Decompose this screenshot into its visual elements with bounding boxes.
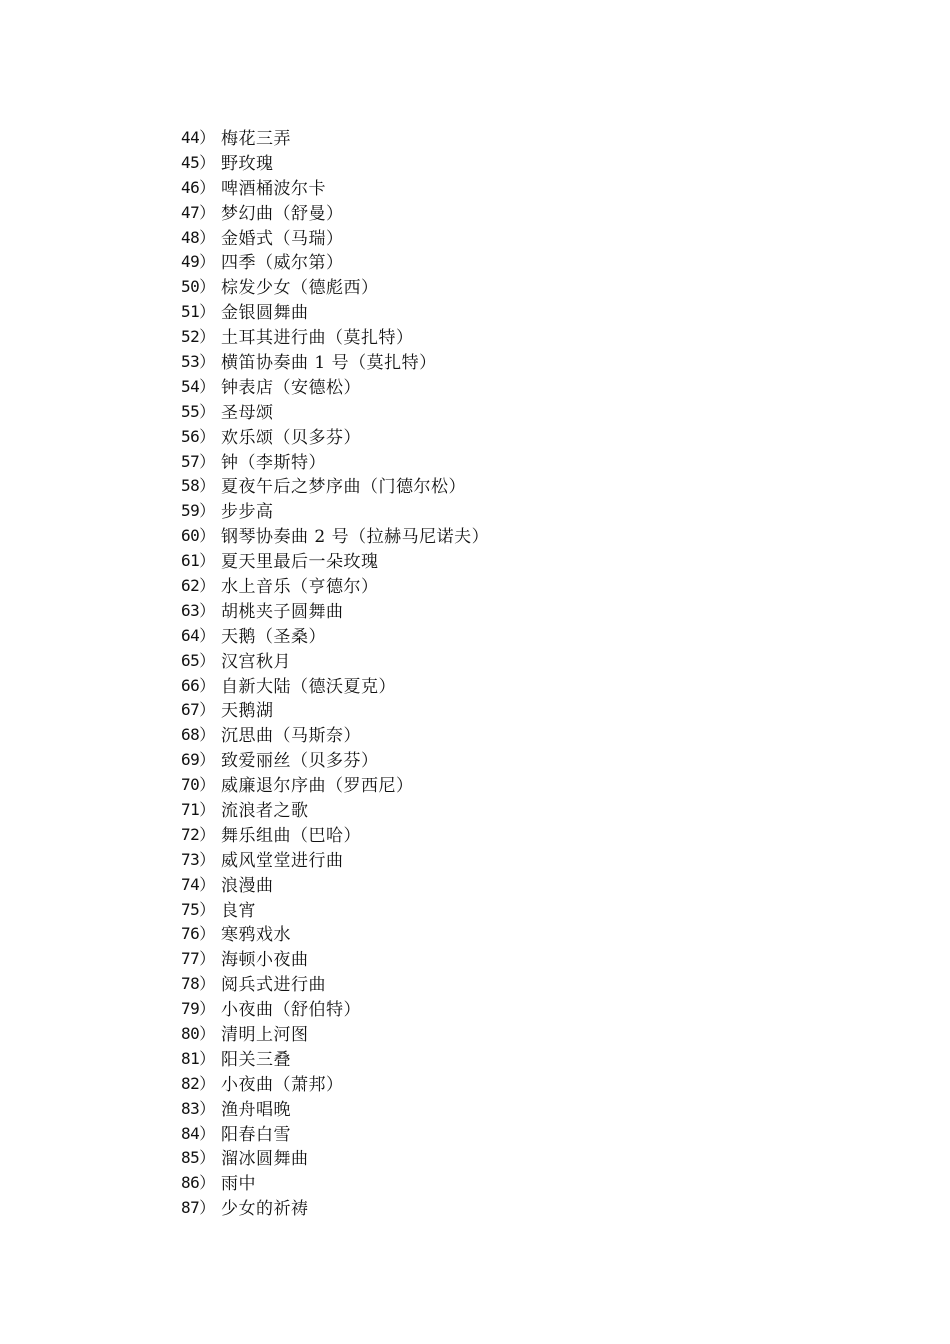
item-title: 威风堂堂进行曲: [221, 850, 344, 871]
item-title: 小夜曲（舒伯特）: [221, 1000, 361, 1021]
list-item: [181, 1020, 489, 1045]
item-number: 57）: [181, 451, 215, 471]
item-number: 63）: [181, 600, 215, 620]
music-title-list: [181, 124, 489, 1219]
list-item: [181, 448, 489, 473]
item-number: 67）: [181, 700, 215, 720]
item-title: 啤酒桶波尔卡: [221, 178, 326, 199]
item-number: 52）: [181, 327, 215, 347]
item-number: 48）: [181, 227, 215, 247]
item-number: 64）: [181, 625, 215, 645]
item-title: 寒鸦戏水: [221, 925, 291, 946]
item-number: 70）: [181, 775, 215, 795]
item-number: 47）: [181, 202, 215, 222]
item-title: 水上音乐（亨德尔）: [221, 576, 379, 597]
item-number: 73）: [181, 849, 215, 869]
list-item: [181, 224, 489, 249]
item-title: 野玫瑰: [221, 153, 274, 174]
list-item: [181, 771, 489, 796]
list-item: [181, 497, 489, 522]
item-number: 76）: [181, 924, 215, 944]
list-item: [181, 373, 489, 398]
list-item: [181, 995, 489, 1020]
item-number: 66）: [181, 675, 215, 695]
list-item: [181, 1145, 489, 1170]
item-title: 雨中: [221, 1174, 256, 1195]
item-title: 土耳其进行曲（莫扎特）: [221, 328, 414, 349]
list-item: [181, 896, 489, 921]
item-title: 夏夜午后之梦序曲（门德尔松）: [221, 477, 466, 498]
item-number: 55）: [181, 401, 215, 421]
item-number: 61）: [181, 551, 215, 571]
item-number: 60）: [181, 526, 215, 546]
item-number: 82）: [181, 1073, 215, 1093]
item-title: 溜冰圆舞曲: [221, 1149, 309, 1170]
item-title: 舞乐组曲（巴哈）: [221, 825, 361, 846]
item-number: 68）: [181, 725, 215, 745]
list-item: [181, 1070, 489, 1095]
item-title: 致爱丽丝（贝多芬）: [221, 751, 379, 772]
item-number: 49）: [181, 252, 215, 272]
list-item: [181, 846, 489, 871]
item-title: 天鹅（圣桑）: [221, 626, 326, 647]
list-item: [181, 547, 489, 572]
item-title: 浪漫曲: [221, 875, 274, 896]
list-item: [181, 622, 489, 647]
item-number: 80）: [181, 1024, 215, 1043]
list-item: [181, 572, 489, 597]
list-item: [181, 796, 489, 821]
item-title: 阳关三叠: [221, 1049, 291, 1070]
item-number: 78）: [181, 974, 215, 994]
list-item: [181, 1194, 489, 1219]
item-title: 清明上河图: [221, 1025, 309, 1046]
list-item: [181, 124, 489, 149]
item-title: 夏天里最后一朵玫瑰: [221, 552, 379, 573]
item-title: 流浪者之歌: [221, 801, 309, 821]
item-title: 海顿小夜曲: [221, 950, 309, 971]
item-number: 62）: [181, 575, 215, 595]
list-item: [181, 1095, 489, 1120]
item-title: 胡桃夹子圆舞曲: [221, 601, 344, 622]
list-item: [181, 298, 489, 323]
list-item: [181, 1045, 489, 1070]
item-title: 圣母颂: [221, 402, 274, 423]
list-item: [181, 398, 489, 423]
item-number: 69）: [181, 750, 215, 770]
item-title: 天鹅湖: [221, 701, 274, 722]
item-title: 欢乐颂（贝多芬）: [221, 427, 361, 448]
item-number: 77）: [181, 949, 215, 969]
item-number: 74）: [181, 874, 215, 894]
item-title: 钟表店（安德松）: [221, 377, 361, 398]
item-number: 56）: [181, 426, 215, 446]
item-title: 步步高: [221, 502, 274, 523]
item-number: 51）: [181, 302, 215, 322]
item-title: 小夜曲（萧邦）: [221, 1074, 344, 1095]
item-title: 钢琴协奏曲 2 号（拉赫马尼诺夫）: [221, 527, 490, 548]
list-item: [181, 1169, 489, 1194]
list-item: [181, 248, 489, 273]
item-number: 72）: [181, 824, 215, 844]
item-number: 58）: [181, 476, 215, 496]
item-title: 金银圆舞曲: [221, 303, 309, 324]
item-number: 87）: [181, 1198, 215, 1218]
item-number: 84）: [181, 1123, 215, 1143]
list-item: [181, 647, 489, 672]
item-number: 59）: [181, 501, 215, 521]
item-number: 50）: [181, 277, 215, 297]
item-title: 钟（李斯特）: [221, 452, 326, 473]
item-number: 71）: [181, 799, 215, 819]
list-item: [181, 174, 489, 199]
list-item: [181, 945, 489, 970]
list-item: [181, 871, 489, 896]
item-title: 梦幻曲（舒曼）: [221, 203, 344, 224]
list-item: [181, 149, 489, 174]
item-title: 良宵: [221, 900, 256, 921]
item-title: 四季（威尔第）: [221, 253, 344, 274]
list-item: [181, 273, 489, 298]
list-item: [181, 597, 489, 622]
item-number: 81）: [181, 1048, 215, 1068]
item-number: 79）: [181, 999, 215, 1019]
list-item: [181, 323, 489, 348]
item-title: 少女的祈祷: [221, 1199, 309, 1220]
item-number: 86）: [181, 1173, 215, 1193]
item-number: 54）: [181, 376, 215, 396]
item-number: 65）: [181, 650, 215, 670]
list-item: [181, 746, 489, 771]
item-number: 46）: [181, 177, 215, 197]
item-number: 75）: [181, 899, 215, 919]
item-number: 83）: [181, 1098, 215, 1118]
item-number: 44）: [181, 127, 215, 147]
item-title: 阳春白雪: [221, 1124, 291, 1145]
list-item: [181, 970, 489, 995]
list-item: [181, 721, 489, 746]
item-title: 梅花三弄: [221, 128, 291, 149]
list-item: [181, 199, 489, 224]
item-title: 横笛协奏曲 1 号（莫扎特）: [221, 352, 437, 373]
list-item: [181, 1120, 489, 1145]
item-title: 阅兵式进行曲: [221, 975, 326, 996]
item-number: 53）: [181, 351, 215, 371]
list-item: [181, 348, 489, 373]
item-number: 85）: [181, 1148, 215, 1168]
item-title: 汉宫秋月: [221, 651, 291, 672]
item-title: 沉思曲（马斯奈）: [221, 726, 361, 747]
list-item: [181, 423, 489, 448]
item-title: 金婚式（马瑞）: [221, 228, 344, 249]
list-item: [181, 472, 489, 497]
item-number: 45）: [181, 152, 215, 172]
list-item: [181, 821, 489, 846]
list-item: [181, 672, 489, 697]
item-title: 渔舟唱晚: [221, 1099, 291, 1120]
item-title: 威廉退尔序曲（罗西尼）: [221, 776, 414, 797]
item-title: 棕发少女（德彪西）: [221, 278, 379, 299]
list-item: [181, 522, 489, 547]
list-item: [181, 921, 489, 946]
list-item: [181, 696, 489, 721]
item-title: 自新大陆（德沃夏克）: [221, 676, 396, 697]
